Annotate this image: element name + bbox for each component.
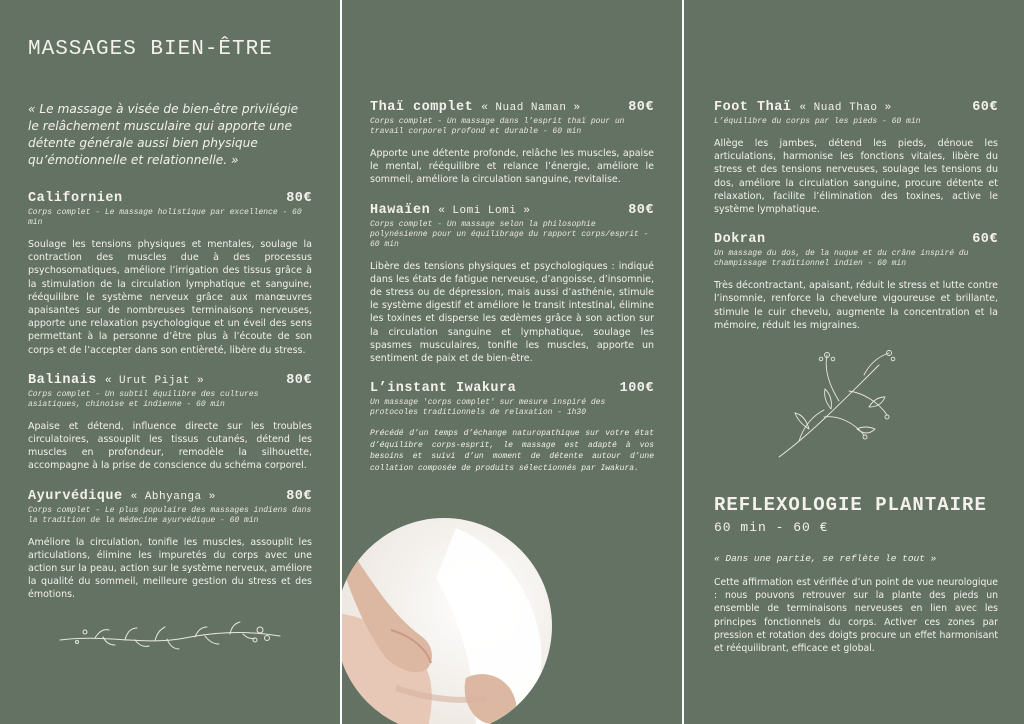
service-name: Hawaïen <box>370 202 431 218</box>
service-price: 80€ <box>286 488 312 504</box>
service-description: Apaise et détend, influence directe sur les troubles circulatoires, assouplit les tissus cutanés, détend les muscles en profondeur, remodèle la silhouette, accompagne à la prise de conscience du schéma corporel. <box>28 420 312 472</box>
service-ayurvedique <box>28 489 312 602</box>
page-title: MASSAGES BIEN-ÊTRE <box>28 38 273 61</box>
service-price: 60€ <box>972 100 998 115</box>
vine-ornament-icon <box>55 612 285 662</box>
service-dokran <box>714 232 998 332</box>
service-description: Précédé d’un temps d’échange naturopathique sur votre état d’équilibre corps-esprit, le massage est adapté à vos besoins et suivi d’un moment de détente autour d’une collation composée de produits sélectionnés par Iwakura. <box>370 429 654 473</box>
service-price: 80€ <box>628 202 654 218</box>
service-subtitle: Un massage du dos, de la nuque et du crâne inspiré du champissage traditionnel indien - 60 min <box>714 249 969 269</box>
intro-quote: « Le massage à visée de bien-être privilégie le relâchement musculaire qui apporte une détente générale aussi bien physique qu’émotionnelle et relationnelle. » <box>28 102 299 167</box>
service-thai-name: « Urut Pijat » <box>104 374 205 387</box>
service-foot-thai <box>714 100 998 216</box>
reflexologie-subtitle: 60 min - 60 € <box>714 520 829 535</box>
herb-illustration-icon <box>769 345 899 465</box>
service-description: Améliore la circulation, tonifie les muscles, assouplit les articulations, élimine les impuretés du corps avec une action sur la peau, action sur le système nerveux, améliore la qualité du sommeil, meilleure gestion du stress et des émotions. <box>28 536 312 601</box>
service-name: Balinais <box>28 372 97 388</box>
massage-photo <box>342 518 552 724</box>
service-subtitle: Un massage 'corps complet' sur mesure inspiré des protocoles traditionnels de relaxation - 1h30 <box>370 398 606 418</box>
service-subtitle: Corps complet - Le massage holistique par excellence - 60 min <box>28 208 302 227</box>
service-price: 80€ <box>286 191 312 206</box>
service-subtitle: Corps complet - Le plus populaire des massages indiens dans la tradition de la médecine ayurvédique - 60 min <box>28 505 312 525</box>
service-thai-name: « Nuad Thao » <box>799 102 892 114</box>
service-subtitle: Corps complet - Un subtil équilibre des cultures asiatiques, chinoise et indienne - 60 min <box>28 389 259 409</box>
service-price: 60€ <box>972 232 998 248</box>
reflexologie-section <box>714 494 998 655</box>
service-subtitle: L’équilibre du corps par les pieds - 60 min <box>714 117 921 126</box>
service-thai-name: « Abhyanga » <box>130 490 216 503</box>
service-californien <box>28 191 312 357</box>
service-description: Soulage les tensions physiques et mentales, soulage la contraction des muscles due à des processus psychosomatiques, améliore l’irrigation des tissus grâce à la stimulation de la circulation lymphatique et sanguine, rééquilibre le système nerveux grâce aux manœuvres apaisantes sur de nombreuses terminaisons nerveuses, apporte une relaxation psychologique et un éveil des sens permettant à la personne d’être plus à l’écoute de son corps et de l’accepter dans son entièreté, libère du stress. <box>28 239 312 356</box>
service-description: Libère des tensions physiques et psychologiques : indiqué dans les états de fatigue nerveuse, d’angoisse, d’insomnie, de stress ou de dépression, mais aussi d’asthénie, stimule le système digestif et améliore le transit intestinal, élimine les toxines et disperse les œdèmes grâce à son action sur la circulation sanguine et lymphatique, soulage les spasmes musculaires, tonifie les muscles, apporte un sentiment de paix et de bien-être. <box>370 260 654 365</box>
service-name: Thaï complet <box>370 100 474 115</box>
service-thai-name: « Nuad Naman » <box>481 102 581 114</box>
panel-left <box>0 0 340 724</box>
service-name: Dokran <box>714 232 766 248</box>
service-name: Californien <box>28 191 123 206</box>
service-subtitle: Corps complet - Un massage selon la philosophie polynésienne pour un équilibrage du rapport corps/esprit - 60 min <box>370 219 649 249</box>
service-description: Très décontractant, apaisant, réduit le stress et lutte contre l’insomnie, renforce la chevelure vigoureuse et brillante, stimule le cuir chevelu, augmente la concentration et la mémoire, réduit les migraines. <box>714 280 998 331</box>
service-price: 100€ <box>619 381 654 397</box>
service-instant-iwakura <box>370 381 654 474</box>
service-name: Foot Thaï <box>714 100 792 115</box>
service-thai-name: « Lomi Lomi » <box>438 204 531 217</box>
service-thai-complet <box>370 100 654 187</box>
panel-right <box>684 0 1024 724</box>
service-description: Allège les jambes, détend les pieds, dénoue les articulations, harmonise les fonctions vitales, libère du stress et des tensions nerveuses, soulage les tensions du dos, améliore la circulation sanguine, procure détente et relaxation, facilite l’élimination des toxines, active le système lymphatique. <box>714 138 998 216</box>
service-name: Ayurvédique <box>28 488 123 504</box>
reflexologie-description: Cette affirmation est vérifiée d’un point de vue neurologique : nous pouvons retrouver sur la plante des pieds un ensemble de terminaisons nerveuses en lien avec les principes fonctionnels du corps. Activer ces zones par pression et rotation des doigts procure un effet harmonisant et rééquilibrant, efficace et global. <box>714 577 998 655</box>
reflexologie-title: REFLEXOLOGIE PLANTAIRE <box>714 494 987 516</box>
service-price: 80€ <box>628 100 654 115</box>
service-description: Apporte une détente profonde, relâche les muscles, apaise le mental, rééquilibre et relance l’énergie, améliore le sommeil, améliore la circulation sanguine, revitalise. <box>370 148 654 186</box>
service-hawaien <box>370 203 654 366</box>
service-subtitle: Corps complet - Un massage dans l’esprit thaï pour un travail corporel profond et durable - 60 min <box>370 117 625 136</box>
massage-hands-illustration <box>342 518 552 724</box>
reflexologie-quote: « Dans une partie, se reflète le tout » <box>714 553 937 564</box>
service-name: L’instant Iwakura <box>370 381 517 397</box>
service-balinais <box>28 373 312 473</box>
panel-middle <box>342 0 682 724</box>
service-price: 80€ <box>286 372 312 388</box>
